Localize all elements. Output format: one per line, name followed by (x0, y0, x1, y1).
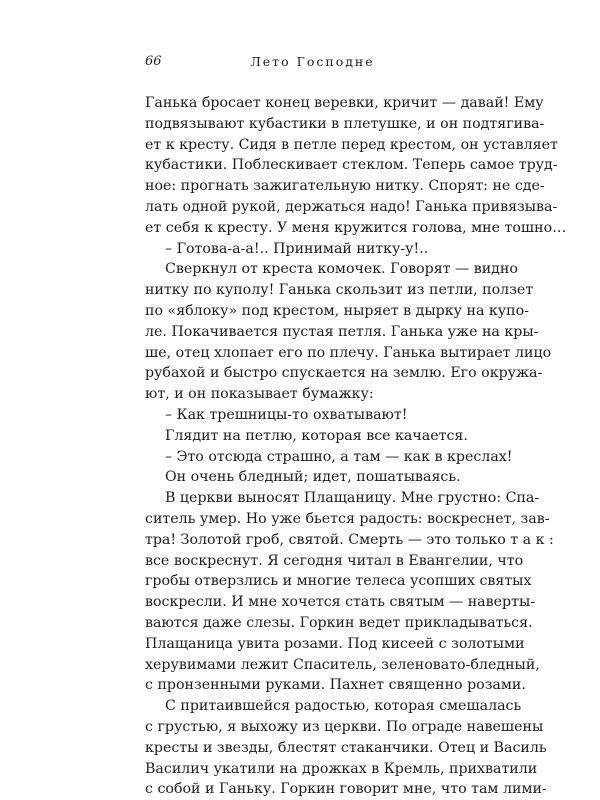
text-line: ют, и он показывает бумажку: (145, 386, 374, 403)
text-line: херувимами лежит Спаситель, зеленовато-бледный, (145, 656, 540, 673)
text-line: ет себя к кресту. У меня кружится голова, мне тошно… (145, 219, 567, 236)
text-line: с пронзенными руками. Пахнет священно розами. (145, 677, 526, 694)
text-line: Ганька бросает конец веревки, кричит — давай! Ему (145, 95, 544, 111)
text-line: Василич укатили на дрожках в Кремль, прихватили (145, 760, 538, 777)
text-line: кубастики. Поблескивает стеклом. Теперь самое труд- (145, 157, 558, 174)
text-line: воскресли. И мне хочется стать святым — наверты- (145, 594, 536, 611)
dialogue-line: – Это отсюда страшно, а там — как в креслах! (165, 448, 513, 465)
text-line: тра! Золотой гроб, святой. Смерть — это только т а к : (145, 531, 554, 548)
text-line: с грустью, я выхожу из церкви. По ограде навешены (145, 718, 544, 735)
text-line: гробы отверзлись и многие телеса усопших святых (145, 573, 532, 590)
text-line: кресты и звезды, блестят стаканчики. Отец и Василь (145, 739, 547, 756)
text-line: ле. Покачивается пустая петля. Ганька уже на кры- (145, 323, 539, 340)
text-line: ситель умер. Но уже бьется радость: воскреснет, зав- (145, 510, 550, 527)
text-line: лать одной рукой, держаться надо! Ганька привязыва- (145, 198, 558, 215)
text-line: ше, отец хлопает его по плечу. Ганька вытирает лицо (145, 344, 552, 361)
body-text (145, 93, 567, 800)
text-line: ваются даже слезы. Горкин ведет прикладываться. (145, 614, 533, 631)
paragraph-start: Глядит на петлю, которая все качается. (165, 427, 468, 444)
text-line: подвязывают кубастики в плетушке, и он подтягива- (145, 115, 545, 132)
text-line: все воскреснут. Я сегодня читал в Евангелии, что (145, 552, 524, 569)
text-line: рубахой и быстро спускается на землю. Его окружа- (145, 365, 543, 382)
text-line: ет к кресту. Сидя в петле перед крестом, он уставляет (145, 136, 558, 153)
paragraph-start: Сверкнул от креста комочек. Говорят — видно (165, 261, 518, 278)
text-line: с собой и Ганьку. Горкин говорит мне, что там лими- (145, 781, 547, 798)
dialogue-line: – Как трешницы-то охватывают! (165, 406, 408, 423)
text-line: нитку по куполу! Ганька скользит из петли, ползет (145, 282, 534, 299)
dialogue-line: – Готова-а-а!.. Принимай нитку-у!.. (165, 240, 429, 257)
running-head (145, 54, 480, 74)
page-number: 66 (145, 54, 162, 69)
text-line: по «яблоку» под крестом, ныряет в дырку на купо- (145, 302, 529, 319)
paragraph-start: В церкви выносят Плащаницу. Мне грустно: Спа- (165, 490, 540, 507)
text-line: ное: прогнать зажигательную нитку. Спорят: не сде- (145, 178, 545, 195)
paragraph-start: С притаившейся радостью, которая смешалась (165, 698, 522, 715)
book-title: Лето Господне (250, 54, 375, 69)
paragraph-start: Он очень бледный; идет, пошатываясь. (165, 469, 461, 486)
text-line: Плащаница увита розами. Под кисеей с золотыми (145, 635, 525, 652)
